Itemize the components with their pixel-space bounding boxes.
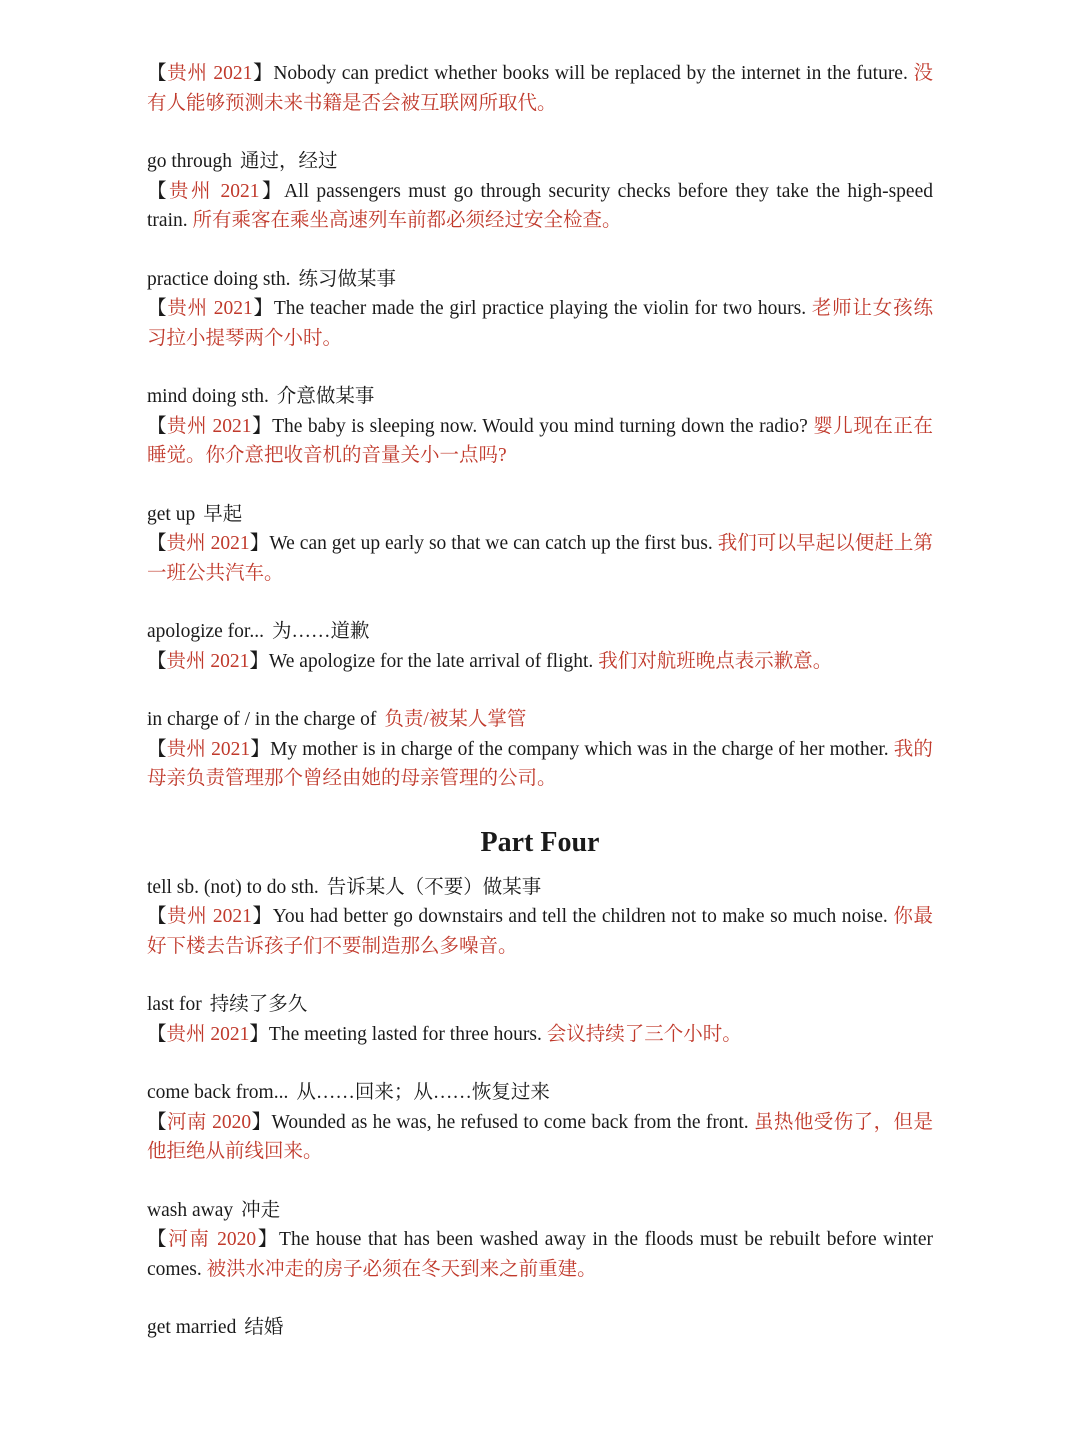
example-line [147, 177, 933, 236]
example-line [147, 1020, 933, 1050]
phrase-chinese: 冲走 [241, 1199, 281, 1221]
phrase-chinese: 持续了多久 [209, 994, 308, 1015]
bracket-close: 】 [256, 1229, 280, 1250]
phrase-chinese: 练习做某事 [298, 268, 397, 290]
vocab-entry [147, 873, 933, 962]
bracket-open: 【 [147, 415, 168, 437]
bracket-open: 【 [147, 1111, 167, 1133]
source-tag: 河南 2020 [166, 1111, 252, 1133]
bracket-close: 】 [251, 1111, 272, 1133]
phrase-line [147, 990, 933, 1020]
phrase-line [147, 382, 933, 412]
example-sentence: All passengers must go through security checks before they take the high-speed train. [147, 180, 933, 231]
phrase-english: tell sb. (not) to do sth. [147, 876, 319, 898]
example-line [147, 294, 933, 353]
phrase-english: practice doing sth. [147, 268, 291, 290]
source-tag: 贵州 2021 [167, 63, 253, 84]
phrase-line [147, 147, 933, 177]
vocab-entry [147, 1196, 933, 1285]
phrase-chinese: 告诉某人（不要）做某事 [326, 876, 542, 898]
example-line [147, 529, 933, 588]
bracket-open: 【 [147, 298, 168, 319]
bracket-open: 【 [147, 180, 170, 202]
phrase-english: get up [147, 503, 196, 525]
bracket-open: 【 [147, 906, 168, 927]
example-translation: 婴儿现在正在睡觉。你介意把收音机的音量关小一点吗? [147, 415, 933, 466]
phrase-english: wash away [147, 1199, 234, 1221]
example-translation: 虽热他受伤了，但是他拒绝从前线回来。 [147, 1111, 933, 1162]
phrase-english: apologize for... [147, 621, 264, 642]
phrase-english: get married [147, 1317, 237, 1338]
bracket-close: 】 [252, 298, 274, 319]
phrase-line [147, 1078, 933, 1108]
bracket-open: 【 [147, 63, 168, 84]
example-translation: 你最好下楼去告诉孩子们不要制造那么多噪音。 [147, 906, 933, 957]
example-sentence: My mother is in charge of the company which was in the charge of her mother. [270, 738, 889, 760]
bracket-open: 【 [147, 1023, 167, 1045]
example-translation: 没有人能够预测未来书籍是否会被互联网所取代。 [147, 63, 933, 114]
phrase-line [147, 705, 933, 735]
source-tag: 河南 2020 [168, 1229, 257, 1250]
vocab-entry [147, 705, 933, 794]
source-tag: 贵州 2021 [169, 180, 260, 202]
vocab-entry [147, 990, 933, 1049]
phrase-chinese: 介意做某事 [276, 386, 375, 407]
example-translation: 我们对航班晚点表示歉意。 [598, 650, 833, 672]
source-tag: 贵州 2021 [167, 906, 252, 927]
phrase-chinese: 早起 [203, 503, 243, 525]
example-sentence: The house that has been washed away in the floods must be rebuilt before winter comes. [147, 1229, 933, 1280]
source-tag: 贵州 2021 [167, 415, 252, 437]
phrase-english: in charge of / in the charge of [147, 709, 377, 730]
vocab-entry [147, 500, 933, 589]
phrase-english: mind doing sth. [147, 386, 269, 407]
vocab-entry [147, 1078, 933, 1167]
phrase-english: come back from... [147, 1082, 289, 1103]
phrase-english: last for [147, 994, 202, 1015]
example-sentence: The baby is sleeping now. Would you mind turning down the radio? [272, 415, 808, 437]
example-line [147, 647, 933, 677]
bracket-close: 】 [250, 738, 271, 760]
vocab-entry [147, 1313, 933, 1343]
vocab-entry [147, 617, 933, 676]
example-translation: 被洪水冲走的房子必须在冬天到来之前重建。 [206, 1258, 597, 1280]
bracket-close: 】 [249, 1023, 269, 1045]
source-tag: 贵州 2021 [166, 738, 251, 760]
example-sentence: We can get up early so that we can catch up the first bus. [269, 533, 713, 554]
phrase-chinese: 结婚 [244, 1317, 284, 1338]
phrase-chinese: 从……回来；从……恢复过来 [296, 1082, 550, 1103]
vocab-entry [147, 59, 933, 118]
phrase-chinese: 负责/被某人掌管 [384, 709, 527, 730]
example-line [147, 1225, 933, 1284]
example-translation: 我的母亲负责管理那个曾经由她的母亲管理的公司。 [147, 738, 933, 789]
vocab-entry [147, 265, 933, 354]
bracket-close: 】 [249, 533, 270, 554]
bracket-close: 】 [251, 906, 273, 927]
example-translation: 所有乘客在乘坐高速列车前都必须经过安全检查。 [192, 210, 622, 231]
bracket-open: 【 [147, 1229, 169, 1250]
bracket-open: 【 [147, 650, 167, 672]
entries-after-section [147, 873, 933, 1343]
example-sentence: The meeting lasted for three hours. [268, 1023, 542, 1045]
bracket-close: 】 [249, 650, 269, 672]
example-translation: 我们可以早起以便赶上第一班公共汽车。 [147, 533, 933, 584]
bracket-open: 【 [147, 533, 167, 554]
phrase-line [147, 617, 933, 647]
phrase-english: go through [147, 151, 233, 172]
phrase-line [147, 873, 933, 903]
bracket-close: 】 [251, 415, 273, 437]
example-translation: 会议持续了三个小时。 [546, 1023, 742, 1045]
example-sentence: Wounded as he was, he refused to come back from the front. [271, 1111, 749, 1133]
source-tag: 贵州 2021 [167, 298, 253, 319]
example-sentence: Nobody can predict whether books will be replaced by the internet in the future. [273, 63, 908, 84]
phrase-chinese: 通过，经过 [240, 151, 338, 172]
example-line [147, 1108, 933, 1167]
example-translation: 老师让女孩练习拉小提琴两个小时。 [147, 298, 933, 349]
example-line [147, 735, 933, 794]
example-sentence: You had better go downstairs and tell the children not to make so much noise. [272, 906, 888, 927]
phrase-line [147, 265, 933, 295]
bracket-close: 】 [252, 63, 274, 84]
example-line [147, 412, 933, 471]
source-tag: 贵州 2021 [166, 1023, 250, 1045]
phrase-chinese: 为……道歉 [271, 621, 370, 642]
example-line [147, 59, 933, 118]
example-sentence: The teacher made the girl practice playing the violin for two hours. [273, 298, 807, 319]
entries-before-section [147, 59, 933, 794]
phrase-line [147, 500, 933, 530]
bracket-close: 】 [259, 180, 285, 202]
source-tag: 贵州 2021 [166, 533, 250, 554]
example-line [147, 902, 933, 961]
bracket-open: 【 [147, 738, 167, 760]
source-tag: 贵州 2021 [166, 650, 250, 672]
section-title: Part Four [480, 826, 600, 858]
example-sentence: We apologize for the late arrival of flight. [268, 650, 594, 672]
vocab-entry [147, 382, 933, 471]
vocab-entry [147, 147, 933, 236]
phrase-line [147, 1196, 933, 1226]
phrase-line [147, 1313, 933, 1343]
